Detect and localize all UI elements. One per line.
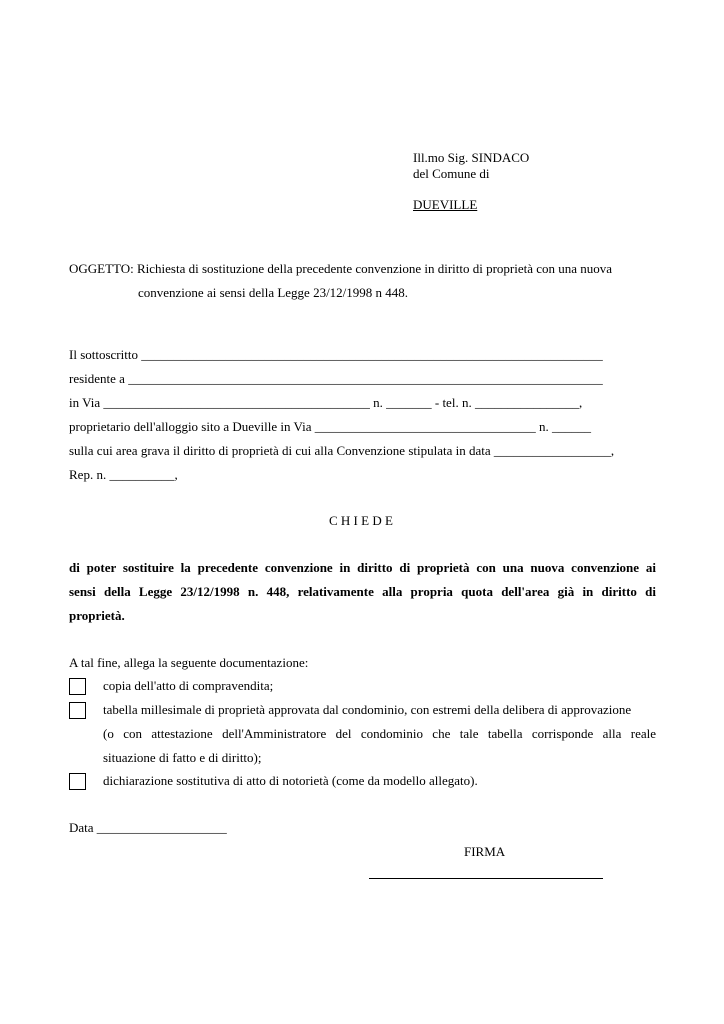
recipient-town: DUEVILLE — [413, 197, 478, 212]
subject-line-2: convenzione ai sensi della Legge 23/12/1998 n 448. — [138, 285, 409, 300]
field-rep-number: Rep. n. __________, — [69, 467, 178, 482]
request-body-line-2: sensi della Legge 23/12/1998 n. 448, relativamente alla propria quota dell'area già in diritto di — [69, 584, 656, 599]
field-property-address: proprietario dell'alloggio sito a Dueville in Via __________________________________ n. ______ — [69, 419, 591, 434]
attachment-item-2-line-3: situazione di fatto e di diritto); — [103, 750, 262, 765]
subject-line-1: OGGETTO: Richiesta di sostituzione della precedente convenzione in diritto di proprietà con una nuova — [69, 261, 613, 276]
request-body-line-1: di poter sostituire la precedente convenzione in diritto di proprietà con una nuova convenzione ai — [69, 560, 656, 575]
attachment-item-2-line-1: tabella millesimale di proprietà approvata dal condominio, con estremi della delibera di approvazione — [103, 702, 632, 717]
checkbox-purchase-deed[interactable] — [69, 678, 86, 695]
field-address-phone: in Via _________________________________________ n. _______ - tel. n. ________________, — [69, 395, 583, 410]
attachment-item-1: copia dell'atto di compravendita; — [103, 678, 274, 693]
attachment-item-3: dichiarazione sostitutiva di atto di notorietà (come da modello allegato). — [103, 773, 478, 788]
attachments-intro: A tal fine, allega la seguente documentazione: — [69, 655, 309, 670]
recipient-comune: del Comune di — [413, 166, 490, 181]
date-field: Data ____________________ — [69, 820, 227, 835]
signature-line — [369, 878, 603, 879]
checkbox-sworn-declaration[interactable] — [69, 773, 86, 790]
field-undersigned: Il sottoscritto _______________________________________________________________________ — [69, 347, 603, 362]
recipient-title: Ill.mo Sig. SINDACO — [413, 150, 530, 165]
field-convention-date: sulla cui area grava il diritto di proprietà di cui alla Convenzione stipulata in data __________________, — [69, 443, 615, 458]
attachment-item-2-line-2: (o con attestazione dell'Amministratore del condominio che tale tabella corrisponde alla reale — [103, 726, 656, 741]
request-body-line-3: proprietà. — [69, 608, 125, 623]
signature-label: FIRMA — [464, 844, 506, 859]
request-heading: C H I E D E — [329, 513, 393, 528]
field-residence: residente a _________________________________________________________________________ — [69, 371, 603, 386]
checkbox-millesimal-table[interactable] — [69, 702, 86, 719]
